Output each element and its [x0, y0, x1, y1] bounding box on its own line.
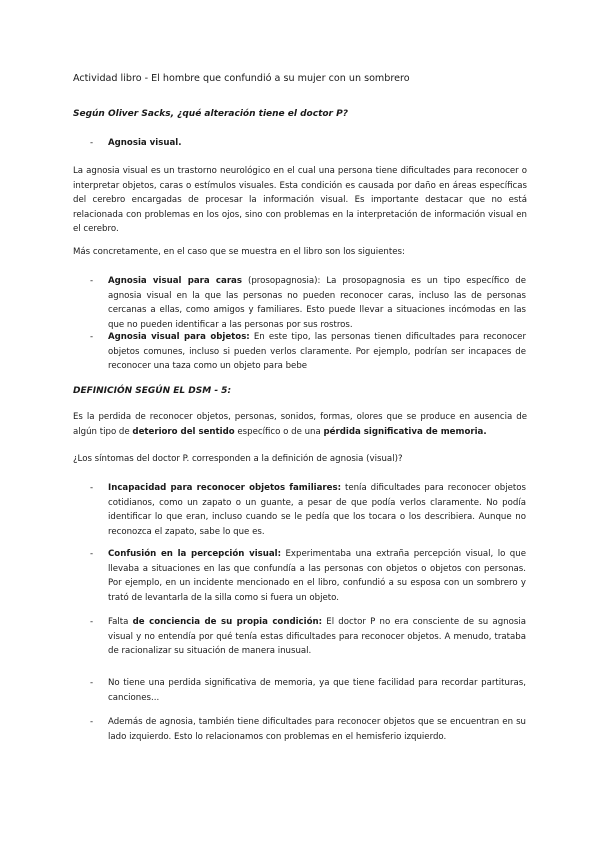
answer-agnosia-visual: Agnosia visual. — [108, 138, 182, 148]
symptom-item-incapacidad — [108, 481, 526, 539]
list-item-bold: Agnosia visual para caras — [108, 276, 242, 286]
paragraph-question-symptoms: ¿Los síntomas del doctor P. corresponden a la definición de agnosia (visual)? — [73, 454, 403, 464]
list-item-text: No tiene una perdida significativa de memoria, ya que tiene facilidad para recordar partituras, canciones... — [108, 678, 526, 703]
document-title: Actividad libro - El hombre que confundió a su mujer con un sombrero — [73, 73, 410, 84]
text-run: Falta — [108, 617, 133, 627]
list-item-text: El doctor P no era consciente de su agnosia visual y no entendía por qué tenía estas dificultades para reconocer objetos. A menudo, trataba de racionalizar su situación de manera inusual. — [108, 617, 526, 657]
symptom-item-conciencia — [108, 615, 526, 659]
list-item-caras — [108, 274, 526, 332]
paragraph-intro-list: Más concretamente, en el caso que se muestra en el libro son los siguientes: — [73, 247, 405, 257]
list-item-bold: Agnosia visual para objetos: — [108, 332, 250, 342]
list-item-text: En este tipo, las personas tienen dificultades para reconocer objetos comunes, incluso si pueden verlos claramente. Por ejemplo, podrían ser incapaces de reconocer una taza como un objeto para bebe — [108, 332, 526, 372]
text-run: Es la perdida de reconocer objetos, personas, sonidos, formas, olores que se produce en ausencia de algún tipo de — [73, 412, 527, 437]
list-item-text: Experimentaba una extraña percepción visual, lo que llevaba a situaciones en las que confundía a las personas con objetos o objetos con personas. Por ejemplo, en un incidente mencionado en el libro, confundió a su esposa con un sombrero y trató de levantarla de la silla como si fuera un objeto. — [108, 549, 526, 603]
list-item-bold: Incapacidad para reconocer objetos familiares: — [108, 483, 342, 493]
bold-run: pérdida significativa de memoria. — [323, 426, 487, 437]
dsm-heading: DEFINICIÓN SEGÚN EL DSM - 5: — [73, 386, 232, 396]
list-item-objetos — [108, 330, 526, 374]
symptom-item-confusion — [108, 547, 526, 605]
bullet-dash: - — [90, 549, 94, 559]
list-item-bold: de conciencia de su propia condición: — [132, 617, 323, 627]
bullet-dash: - — [90, 138, 94, 148]
bullet-dash: - — [90, 617, 94, 627]
bullet-dash: - — [90, 276, 94, 286]
bullet-dash: - — [90, 483, 94, 493]
paragraph-dsm-definition — [73, 410, 527, 439]
bullet-dash: - — [90, 717, 94, 727]
text-run: específico o de una — [234, 426, 324, 437]
bold-run: deterioro del sentido — [132, 426, 235, 437]
bullet-dash: - — [90, 332, 94, 342]
list-item-bold: Confusión en la percepción visual: — [108, 549, 282, 559]
symptom-item-lado-izquierdo — [108, 715, 526, 744]
question-heading: Según Oliver Sacks, ¿qué alteración tiene el doctor P? — [73, 109, 348, 119]
symptom-item-memoria — [108, 676, 526, 705]
list-item-text: Además de agnosia, también tiene dificultades para reconocer objetos que se encuentran en su lado izquierdo. Esto lo relacionamos con problemas en el hemisferio izquierdo. — [108, 717, 526, 742]
list-item-text: (prosopagnosia): La prosopagnosia es un tipo específico de agnosia visual en la que las personas no pueden reconocer caras, incluso las de personas cercanas a ellas, como amigos y familiares. Esto puede llevar a situaciones incómodas en las que no pueden identificar a las personas por sus rostros. — [108, 276, 526, 330]
bullet-dash: - — [90, 678, 94, 688]
paragraph-definition: La agnosia visual es un trastorno neurológico en el cual una persona tiene dificultades para reconocer o interpretar objetos, caras o estímulos visuales. Esta condición es causada por daño en áreas específicas del cerebro encargadas de procesar la información visual. Es importante destacar que no está relacionada con problemas en los ojos, sino con problemas en la interpretación de información visual en el cerebro. — [73, 166, 527, 235]
list-item-text: tenía dificultades para reconocer objetos cotidianos, como un zapato o un guante, a pesar de que podía verlos claramente. No podía identificar lo que eran, incluso cuando se le pedía que los tocara o los describiera. Aunque no reconozca el zapato, sabe lo que es. — [108, 483, 526, 537]
